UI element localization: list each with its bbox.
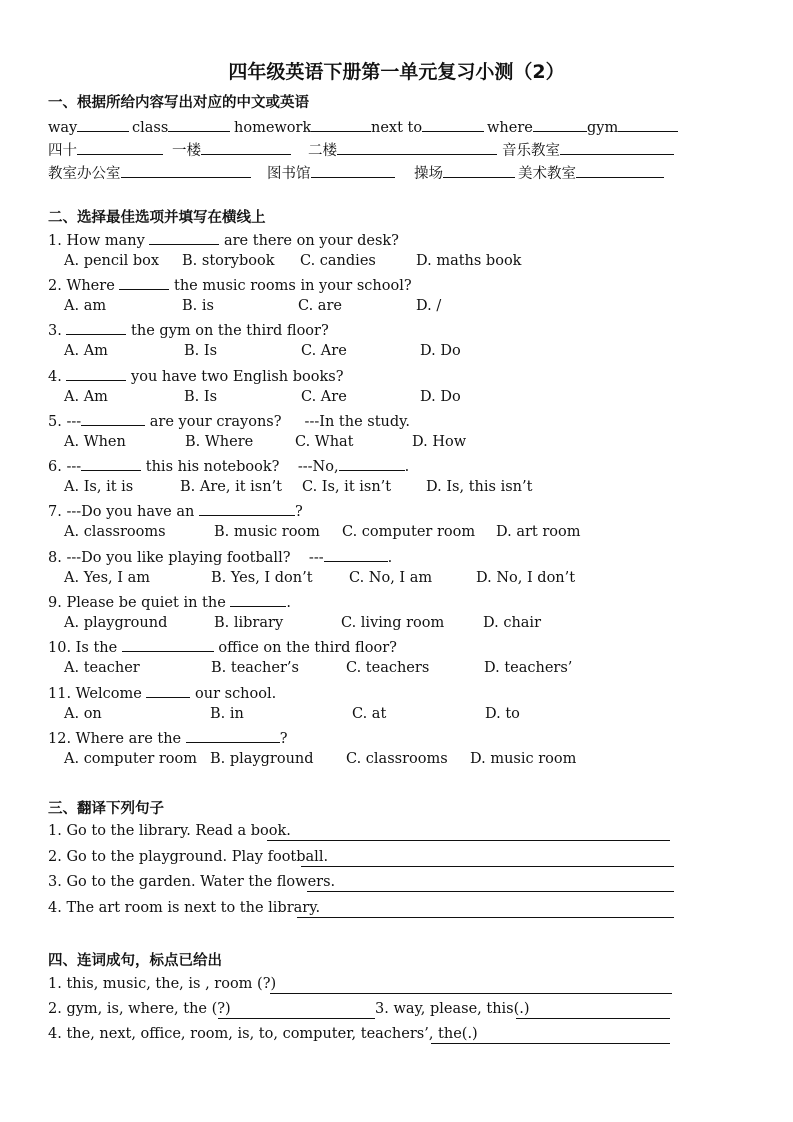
option-c[interactable]: C. candies <box>300 253 376 269</box>
option-d[interactable]: D. art room <box>496 524 581 540</box>
vocab-row-2 <box>48 139 688 159</box>
option-d[interactable]: D. to <box>485 706 520 722</box>
option-a[interactable]: A. playground <box>64 615 168 631</box>
answer-blank[interactable] <box>422 117 484 132</box>
translate-item-2 <box>48 849 328 865</box>
sentence-text: 4. The art room is next to the library. <box>48 900 321 916</box>
option-b[interactable]: B. Is <box>184 343 218 359</box>
sentence-text: 4. the, next, office, room, is, to, computer, teachers’, the(.) <box>48 1026 478 1042</box>
option-a[interactable]: A. Is, it is <box>64 479 134 495</box>
option-a[interactable]: A. on <box>64 706 102 722</box>
option-b[interactable]: B. library <box>214 615 284 631</box>
question-text: 6. --- <box>48 459 82 475</box>
answer-blank[interactable] <box>199 501 295 516</box>
option-c[interactable]: C. Is, it isn’t <box>302 479 392 495</box>
question-text: 3. <box>48 323 67 339</box>
section4-heading: 四、连词成句，标点已给出 <box>48 953 222 969</box>
question-text: the gym on the third floor? <box>126 323 329 339</box>
answer-blank[interactable] <box>618 117 678 132</box>
page-title: 四年级英语下册第一单元复习小测（2） <box>228 61 565 83</box>
question-text: 8. ---Do you like playing football? --- <box>48 550 324 566</box>
question-12 <box>48 728 288 747</box>
question-text: are there on your desk? <box>219 233 399 249</box>
sentence-text: 1. this, music, the, is , room (?) <box>48 976 277 992</box>
sentence-text: 1. Go to the library. Read a book. <box>48 823 291 839</box>
question-text: 4. <box>48 369 67 385</box>
vocab-word: 音乐教室 <box>502 143 560 159</box>
answer-blank[interactable] <box>324 547 388 562</box>
question-text: 2. Where <box>48 278 120 294</box>
answer-blank[interactable] <box>77 140 163 155</box>
question-7 <box>48 501 303 520</box>
question-text: 7. ---Do you have an <box>48 504 199 520</box>
option-a[interactable]: A. Am <box>64 343 108 359</box>
vocab-word: next to <box>371 120 423 136</box>
answer-blank[interactable] <box>230 592 286 607</box>
answer-line[interactable] <box>218 1017 375 1019</box>
question-3 <box>48 320 329 339</box>
option-c[interactable]: C. are <box>298 298 342 314</box>
answer-blank[interactable] <box>186 728 280 743</box>
question-5 <box>48 411 410 430</box>
answer-blank[interactable] <box>533 117 587 132</box>
option-d[interactable]: D. teachers’ <box>484 660 573 676</box>
reorder-item-2 <box>48 1001 231 1017</box>
answer-blank[interactable] <box>311 163 395 178</box>
answer-line[interactable] <box>516 1017 670 1019</box>
option-a[interactable]: A. classrooms <box>64 524 166 540</box>
option-d[interactable]: D. How <box>412 434 467 450</box>
answer-blank[interactable] <box>337 140 497 155</box>
vocab-word: way <box>48 120 78 136</box>
option-b[interactable]: B. Yes, I don’t <box>211 570 313 586</box>
option-a[interactable]: A. teacher <box>64 660 140 676</box>
question-text: . <box>387 550 393 566</box>
question-text: office on the third floor? <box>213 640 397 656</box>
option-c[interactable]: C. No, I am <box>349 570 433 586</box>
option-d[interactable]: D. Do <box>420 389 461 405</box>
option-d[interactable]: D. maths book <box>416 253 522 269</box>
question-text: 5. --- <box>48 414 82 430</box>
option-c[interactable]: C. living room <box>341 615 445 631</box>
reorder-item-1 <box>48 976 276 992</box>
vocab-word: homework <box>234 120 312 136</box>
option-c[interactable]: C. at <box>352 706 387 722</box>
sentence-text: 3. Go to the garden. Water the flowers. <box>48 874 336 890</box>
sentence-text: 2. Go to the playground. Play football. <box>48 849 329 865</box>
answer-blank[interactable] <box>560 140 674 155</box>
answer-line[interactable] <box>267 839 670 841</box>
option-b[interactable]: B. Are, it isn’t <box>180 479 283 495</box>
option-a[interactable]: A. computer room <box>64 751 197 767</box>
answer-blank[interactable] <box>81 456 141 471</box>
option-d[interactable]: D. music room <box>470 751 577 767</box>
answer-blank[interactable] <box>119 275 169 290</box>
option-b[interactable]: B. is <box>182 298 214 314</box>
question-text: . <box>286 595 291 611</box>
option-d[interactable]: D. / <box>416 298 442 314</box>
answer-blank[interactable] <box>81 411 145 426</box>
section1-heading: 一、根据所给内容写出对应的中文或英语 <box>48 95 309 111</box>
option-d[interactable]: D. No, I don’t <box>476 570 576 586</box>
question-text: 11. Welcome <box>48 686 147 702</box>
question-2 <box>48 275 412 294</box>
answer-blank[interactable] <box>339 456 405 471</box>
answer-blank[interactable] <box>311 117 371 132</box>
option-c[interactable]: C. classrooms <box>346 751 448 767</box>
question-text: 10. Is the <box>48 640 122 656</box>
vocab-word: 操场 <box>414 166 443 182</box>
question-10 <box>48 637 397 656</box>
option-a[interactable]: A. Yes, I am <box>64 570 150 586</box>
vocab-word: 一楼 <box>172 143 201 159</box>
option-b[interactable]: B. Is <box>184 389 218 405</box>
vocab-word: gym <box>587 120 619 136</box>
vocab-row-1 <box>48 117 688 137</box>
option-b[interactable]: B. music room <box>214 524 320 540</box>
section2-heading: 二、选择最佳选项并填写在横线上 <box>48 210 266 226</box>
reorder-item-4 <box>48 1026 478 1042</box>
vocab-word: 四十 <box>48 143 77 159</box>
translate-item-3 <box>48 874 335 890</box>
question-4 <box>48 366 344 385</box>
answer-line[interactable] <box>270 992 672 994</box>
option-d[interactable]: D. Is, this isn’t <box>426 479 533 495</box>
translate-item-4 <box>48 900 320 916</box>
option-b[interactable]: B. in <box>210 706 244 722</box>
question-text: ? <box>294 504 303 520</box>
vocab-word: 二楼 <box>308 143 337 159</box>
vocab-word: class <box>132 120 169 136</box>
question-6 <box>48 456 409 475</box>
question-11 <box>48 683 276 702</box>
option-a[interactable]: A. Am <box>64 389 108 405</box>
question-text: the music rooms in your school? <box>169 278 412 294</box>
option-c[interactable]: C. computer room <box>342 524 476 540</box>
answer-line[interactable] <box>431 1042 670 1044</box>
question-text: 9. Please be quiet in the <box>48 595 231 611</box>
question-text: you have two English books? <box>126 369 344 385</box>
answer-line[interactable] <box>297 916 674 918</box>
option-d[interactable]: D. chair <box>483 615 541 631</box>
section3-heading: 三、翻译下列句子 <box>48 801 164 817</box>
option-d[interactable]: D. Do <box>420 343 461 359</box>
option-b[interactable]: B. playground <box>210 751 314 767</box>
translate-item-1 <box>48 823 291 839</box>
answer-line[interactable] <box>307 890 674 892</box>
question-text: are your crayons? ---In the study. <box>145 414 411 430</box>
question-text: 1. How many <box>48 233 150 249</box>
answer-blank[interactable] <box>77 117 129 132</box>
sentence-text: 3. way, please, this(.) <box>375 1001 530 1017</box>
question-1 <box>48 230 399 249</box>
question-9 <box>48 592 291 611</box>
vocab-row-3 <box>48 162 688 182</box>
option-c[interactable]: C. Are <box>301 389 347 405</box>
answer-blank[interactable] <box>576 163 664 178</box>
vocab-word: where <box>487 120 533 136</box>
option-b[interactable]: B. storybook <box>182 253 275 269</box>
answer-blank[interactable] <box>149 230 219 245</box>
option-a[interactable]: A. When <box>64 434 126 450</box>
answer-blank[interactable] <box>146 683 190 698</box>
question-text: ? <box>279 731 288 747</box>
option-b[interactable]: B. Where <box>185 434 254 450</box>
answer-blank[interactable] <box>201 140 291 155</box>
question-8 <box>48 547 392 566</box>
sentence-text: 2. gym, is, where, the (?) <box>48 1001 231 1017</box>
option-a[interactable]: A. pencil box <box>64 253 160 269</box>
vocab-word: 教室办公室 <box>48 166 121 182</box>
option-c[interactable]: C. Are <box>301 343 347 359</box>
option-c[interactable]: C. What <box>295 434 354 450</box>
question-text: this his notebook? ---No, <box>141 459 339 475</box>
option-a[interactable]: A. am <box>64 298 107 314</box>
option-c[interactable]: C. teachers <box>346 660 430 676</box>
question-text: our school. <box>190 686 277 702</box>
answer-blank[interactable] <box>66 320 126 335</box>
option-b[interactable]: B. teacher’s <box>211 660 299 676</box>
question-text: 12. Where are the <box>48 731 186 747</box>
question-text: . <box>404 459 410 475</box>
answer-blank[interactable] <box>443 163 515 178</box>
answer-line[interactable] <box>301 865 674 867</box>
vocab-word: 美术教室 <box>518 166 576 182</box>
answer-blank[interactable] <box>168 117 230 132</box>
reorder-item-3 <box>375 1001 530 1017</box>
answer-blank[interactable] <box>66 366 126 381</box>
vocab-word: 图书馆 <box>267 166 311 182</box>
answer-blank[interactable] <box>122 637 214 652</box>
answer-blank[interactable] <box>121 163 251 178</box>
